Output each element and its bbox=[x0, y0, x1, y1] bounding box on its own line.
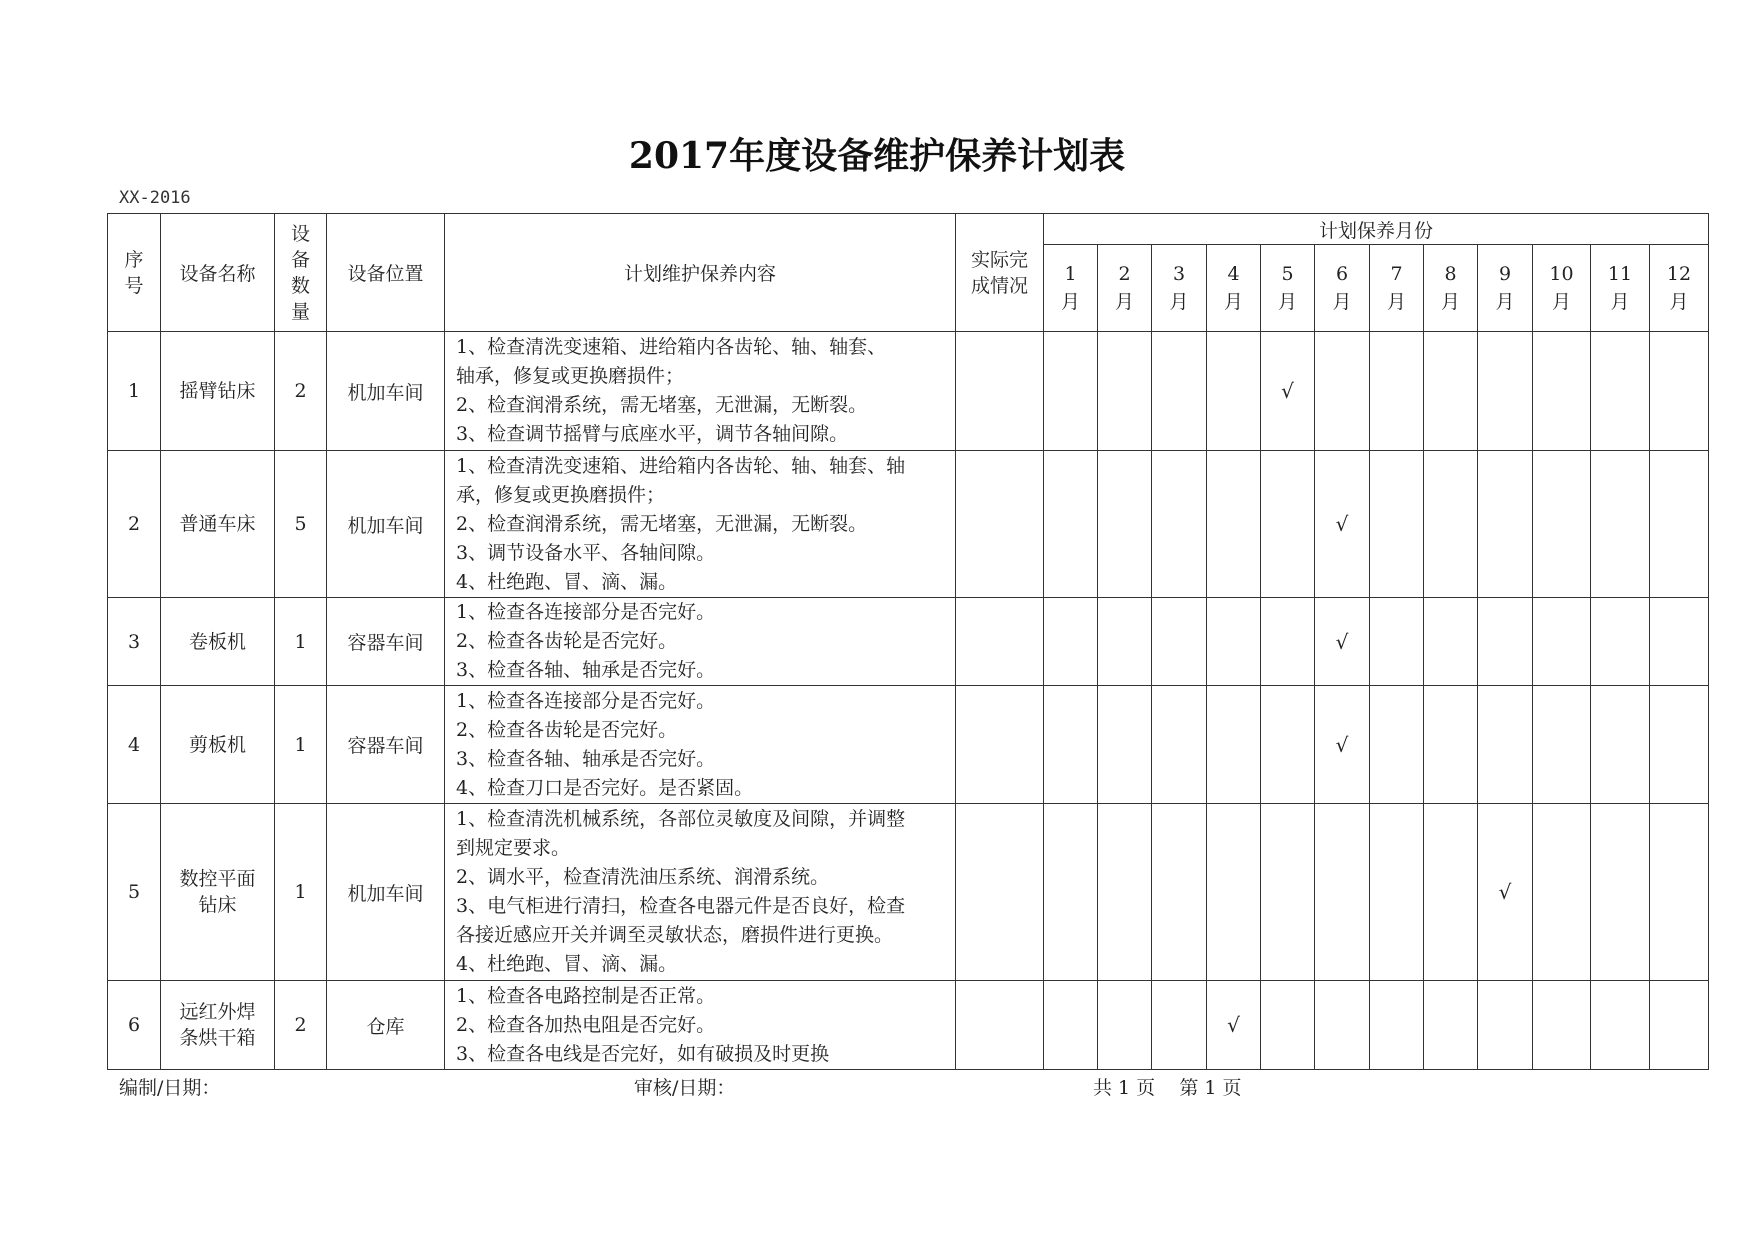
table-row bbox=[108, 804, 1709, 981]
content-line: 1、检查各连接部分是否完好。 bbox=[456, 689, 716, 712]
row-month-7-cell bbox=[1370, 804, 1424, 981]
check-mark-icon: √ bbox=[1498, 880, 1512, 904]
check-mark-icon: √ bbox=[1281, 379, 1294, 403]
row-month-1-cell bbox=[1044, 804, 1098, 981]
row-seq: 2 bbox=[108, 451, 161, 598]
row-month-5-cell bbox=[1261, 686, 1315, 804]
row-month-5-cell bbox=[1261, 804, 1315, 981]
content-line: 轴承，修复或更换磨损件； bbox=[456, 365, 685, 387]
row-month-8-cell bbox=[1424, 451, 1478, 598]
row-quantity: 1 bbox=[275, 804, 327, 981]
content-line: 1、检查清洗机械系统，各部位灵敏度及间隙，并调整 bbox=[456, 808, 906, 830]
row-actual-completion bbox=[956, 804, 1044, 981]
header-month-5: 5月 bbox=[1261, 245, 1315, 332]
row-month-6-cell bbox=[1315, 686, 1370, 804]
row-month-10-cell bbox=[1533, 804, 1591, 981]
header-month-4: 4月 bbox=[1207, 245, 1261, 332]
check-mark-icon: √ bbox=[1335, 512, 1349, 536]
row-month-6-cell bbox=[1315, 451, 1370, 598]
row-month-2-cell bbox=[1098, 598, 1152, 686]
row-month-1-cell bbox=[1044, 451, 1098, 598]
row-month-8-cell bbox=[1424, 686, 1478, 804]
row-month-6-cell bbox=[1315, 981, 1370, 1070]
row-month-11-cell bbox=[1591, 981, 1650, 1070]
row-content bbox=[445, 332, 956, 451]
table-row bbox=[108, 981, 1709, 1070]
table-body bbox=[108, 332, 1709, 1070]
row-month-5-cell bbox=[1261, 981, 1315, 1070]
check-mark-icon: √ bbox=[1335, 629, 1349, 654]
row-location: 仓库 bbox=[327, 981, 445, 1070]
row-month-2-cell bbox=[1098, 686, 1152, 804]
row-content bbox=[445, 804, 956, 981]
content-line: 承，修复或更换磨损件； bbox=[456, 483, 666, 506]
row-month-3-cell bbox=[1152, 804, 1207, 981]
header-month-6: 6月 bbox=[1315, 245, 1370, 332]
row-equipment-name: 摇臂钻床 bbox=[161, 332, 275, 451]
content-line: 2、检查各加热电阻是否完好。 bbox=[456, 1013, 716, 1036]
row-seq: 5 bbox=[108, 804, 161, 981]
row-equipment-name: 普通车床 bbox=[161, 451, 275, 598]
row-month-11-cell bbox=[1591, 332, 1650, 451]
row-month-4-cell bbox=[1207, 332, 1261, 451]
header-seq: 序号 bbox=[108, 214, 161, 332]
header-location: 设备位置 bbox=[327, 214, 445, 332]
table-row bbox=[108, 686, 1709, 804]
row-month-4-cell bbox=[1207, 804, 1261, 981]
row-month-10-cell bbox=[1533, 981, 1591, 1070]
row-location: 容器车间 bbox=[327, 686, 445, 804]
row-month-11-cell bbox=[1591, 451, 1650, 598]
row-location: 机加车间 bbox=[327, 332, 445, 451]
document-code: XX-2016 bbox=[119, 188, 191, 208]
row-content bbox=[445, 981, 956, 1070]
header-month-8: 8月 bbox=[1424, 245, 1478, 332]
content-line: 2、检查各齿轮是否完好。 bbox=[456, 630, 678, 652]
row-month-7-cell bbox=[1370, 981, 1424, 1070]
header-actual-completion: 实际完成情况 bbox=[956, 214, 1044, 332]
header-month-2: 2月 bbox=[1098, 245, 1152, 332]
row-month-8-cell bbox=[1424, 598, 1478, 686]
row-month-2-cell bbox=[1098, 451, 1152, 598]
row-month-7-cell bbox=[1370, 332, 1424, 451]
row-quantity: 2 bbox=[275, 332, 327, 451]
row-month-3-cell bbox=[1152, 686, 1207, 804]
content-line: 1、检查清洗变速箱、进给箱内各齿轮、轴、轴套、 bbox=[456, 336, 887, 358]
row-month-12-cell bbox=[1650, 686, 1709, 804]
content-line: 4、杜绝跑、冒、滴、漏。 bbox=[456, 570, 678, 593]
row-month-3-cell bbox=[1152, 598, 1207, 686]
row-quantity: 5 bbox=[275, 451, 327, 598]
row-quantity: 1 bbox=[275, 686, 327, 804]
row-month-7-cell bbox=[1370, 686, 1424, 804]
footer-reviewed-by: 审核/日期： bbox=[634, 1077, 736, 1099]
content-line: 1、检查各电路控制是否正常。 bbox=[456, 984, 716, 1007]
header-content: 计划维护保养内容 bbox=[445, 214, 956, 332]
row-month-9-cell bbox=[1478, 451, 1533, 598]
row-actual-completion bbox=[956, 332, 1044, 451]
row-month-1-cell bbox=[1044, 598, 1098, 686]
content-line: 2、调水平，检查清洗油压系统、润滑系统。 bbox=[456, 866, 830, 888]
row-month-1-cell bbox=[1044, 981, 1098, 1070]
header-month-7: 7月 bbox=[1370, 245, 1424, 332]
content-line: 4、检查刀口是否完好。是否紧固。 bbox=[456, 776, 754, 799]
row-month-5-cell bbox=[1261, 598, 1315, 686]
content-line: 3、检查调节摇臂与底座水平，调节各轴间隙。 bbox=[456, 423, 849, 445]
row-month-7-cell bbox=[1370, 598, 1424, 686]
table-row bbox=[108, 598, 1709, 686]
row-month-6-cell bbox=[1315, 332, 1370, 451]
content-line: 3、电气柜进行清扫，检查各电器元件是否良好，检查 bbox=[456, 895, 906, 917]
header-equipment-name: 设备名称 bbox=[161, 214, 275, 332]
header-row-1 bbox=[108, 214, 1709, 245]
row-month-8-cell bbox=[1424, 981, 1478, 1070]
row-month-11-cell bbox=[1591, 804, 1650, 981]
row-month-6-cell bbox=[1315, 804, 1370, 981]
content-line: 2、检查润滑系统，需无堵塞，无泄漏，无断裂。 bbox=[456, 512, 868, 535]
row-month-3-cell bbox=[1152, 981, 1207, 1070]
row-content bbox=[445, 598, 956, 686]
row-month-5-cell bbox=[1261, 332, 1315, 451]
row-seq: 4 bbox=[108, 686, 161, 804]
row-month-3-cell bbox=[1152, 332, 1207, 451]
row-month-1-cell bbox=[1044, 332, 1098, 451]
content-line: 各接近感应开关并调至灵敏状态，磨损件进行更换。 bbox=[456, 924, 894, 946]
row-month-4-cell bbox=[1207, 598, 1261, 686]
row-month-9-cell bbox=[1478, 686, 1533, 804]
row-actual-completion bbox=[956, 451, 1044, 598]
header-month-12: 12月 bbox=[1650, 245, 1709, 332]
table-row bbox=[108, 451, 1709, 598]
row-month-10-cell bbox=[1533, 686, 1591, 804]
row-month-10-cell bbox=[1533, 332, 1591, 451]
header-month-1: 1月 bbox=[1044, 245, 1098, 332]
row-month-9-cell bbox=[1478, 332, 1533, 451]
row-equipment-name: 远红外焊条烘干箱 bbox=[161, 981, 275, 1070]
row-month-3-cell bbox=[1152, 451, 1207, 598]
content-line: 4、杜绝跑、冒、滴、漏。 bbox=[456, 953, 678, 975]
content-line: 3、调节设备水平、各轴间隙。 bbox=[456, 541, 716, 564]
check-mark-icon: √ bbox=[1227, 1013, 1240, 1037]
content-line: 3、检查各轴、轴承是否完好。 bbox=[456, 659, 716, 681]
footer-prepared-by: 编制/日期： bbox=[119, 1077, 221, 1099]
row-month-8-cell bbox=[1424, 804, 1478, 981]
header-planned-months: 计划保养月份 bbox=[1044, 214, 1709, 245]
content-line: 2、检查各齿轮是否完好。 bbox=[456, 718, 678, 741]
row-seq: 3 bbox=[108, 598, 161, 686]
row-location: 机加车间 bbox=[327, 451, 445, 598]
row-month-2-cell bbox=[1098, 332, 1152, 451]
row-seq: 6 bbox=[108, 981, 161, 1070]
row-actual-completion bbox=[956, 598, 1044, 686]
content-line: 1、检查各连接部分是否完好。 bbox=[456, 601, 716, 623]
content-line: 1、检查清洗变速箱、进给箱内各齿轮、轴、轴套、轴 bbox=[456, 454, 906, 477]
page-title: 2017年度设备维护保养计划表 bbox=[628, 135, 1126, 177]
content-line: 2、检查润滑系统，需无堵塞，无泄漏，无断裂。 bbox=[456, 394, 868, 416]
content-line: 3、检查各轴、轴承是否完好。 bbox=[456, 747, 716, 770]
maintenance-plan-table bbox=[107, 213, 1709, 1070]
row-month-4-cell bbox=[1207, 451, 1261, 598]
row-content bbox=[445, 451, 956, 598]
row-month-4-cell bbox=[1207, 686, 1261, 804]
row-month-9-cell bbox=[1478, 804, 1533, 981]
row-month-8-cell bbox=[1424, 332, 1478, 451]
row-actual-completion bbox=[956, 686, 1044, 804]
row-quantity: 2 bbox=[275, 981, 327, 1070]
row-month-4-cell bbox=[1207, 981, 1261, 1070]
header-month-11: 11月 bbox=[1591, 245, 1650, 332]
content-line: 3、检查各电线是否完好，如有破损及时更换 bbox=[456, 1042, 830, 1065]
content-line: 到规定要求。 bbox=[456, 837, 571, 859]
row-month-2-cell bbox=[1098, 804, 1152, 981]
header-month-10: 10月 bbox=[1533, 245, 1591, 332]
row-month-11-cell bbox=[1591, 686, 1650, 804]
row-month-12-cell bbox=[1650, 804, 1709, 981]
row-month-9-cell bbox=[1478, 981, 1533, 1070]
row-month-12-cell bbox=[1650, 598, 1709, 686]
check-mark-icon: √ bbox=[1335, 732, 1349, 757]
row-equipment-name: 卷板机 bbox=[161, 598, 275, 686]
row-month-11-cell bbox=[1591, 598, 1650, 686]
row-month-1-cell bbox=[1044, 686, 1098, 804]
header-quantity: 设备数量 bbox=[275, 214, 327, 332]
row-month-12-cell bbox=[1650, 981, 1709, 1070]
row-location: 容器车间 bbox=[327, 598, 445, 686]
row-content bbox=[445, 686, 956, 804]
row-month-9-cell bbox=[1478, 598, 1533, 686]
row-month-2-cell bbox=[1098, 981, 1152, 1070]
footer-page-count: 共 1 页 第 1 页 bbox=[1093, 1077, 1242, 1099]
row-month-12-cell bbox=[1650, 332, 1709, 451]
header-month-9: 9月 bbox=[1478, 245, 1533, 332]
row-month-7-cell bbox=[1370, 451, 1424, 598]
row-actual-completion bbox=[956, 981, 1044, 1070]
row-month-12-cell bbox=[1650, 451, 1709, 598]
table-row bbox=[108, 332, 1709, 451]
row-equipment-name: 剪板机 bbox=[161, 686, 275, 804]
header-month-3: 3月 bbox=[1152, 245, 1207, 332]
row-equipment-name: 数控平面钻床 bbox=[161, 804, 275, 981]
row-month-5-cell bbox=[1261, 451, 1315, 598]
row-quantity: 1 bbox=[275, 598, 327, 686]
row-month-10-cell bbox=[1533, 451, 1591, 598]
row-month-6-cell bbox=[1315, 598, 1370, 686]
row-seq: 1 bbox=[108, 332, 161, 451]
row-location: 机加车间 bbox=[327, 804, 445, 981]
row-month-10-cell bbox=[1533, 598, 1591, 686]
